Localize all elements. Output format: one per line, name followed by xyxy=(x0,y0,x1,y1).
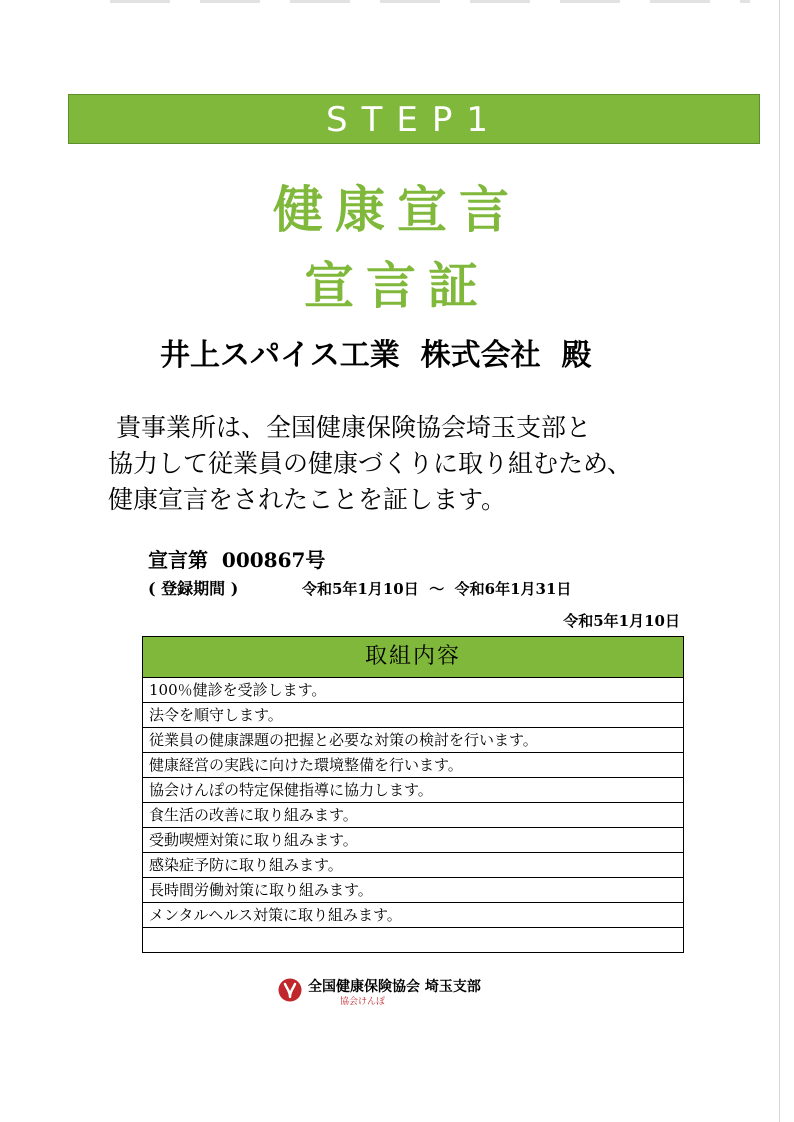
initiatives-list xyxy=(143,678,683,952)
list-item: 協会けんぽの特定保健指導に協力します。 xyxy=(143,778,683,803)
list-item: 長時間労働対策に取り組みます。 xyxy=(143,878,683,903)
declaration-number: 宣言第 000867号 xyxy=(148,548,326,572)
list-item xyxy=(143,928,683,952)
scan-edge xyxy=(779,0,780,1122)
list-item: 食生活の改善に取り組みます。 xyxy=(143,803,683,828)
certificate-statement xyxy=(108,410,748,518)
scan-artifact xyxy=(110,0,750,3)
list-item: 従業員の健康課題の把握と必要な対策の検討を行います。 xyxy=(143,728,683,753)
footer-organization xyxy=(278,976,538,1006)
list-item: 100％健診を受診します。 xyxy=(143,678,683,703)
statement-line-2: 協力して従業員の健康づくりに取り組むため、 xyxy=(108,449,633,478)
title-line-2: 宣言証 xyxy=(304,257,490,315)
organization-subname: 協会けんぽ xyxy=(340,997,386,1007)
list-item: 感染症予防に取り組みます。 xyxy=(143,853,683,878)
statement-line-3: 健康宣言をされたことを証します。 xyxy=(108,485,507,514)
kyokai-kenpo-logo-icon xyxy=(278,978,302,1002)
list-item: 法令を順守します。 xyxy=(143,703,683,728)
statement-line-1: 貴事業所は、全国健康保険協会埼玉支部と xyxy=(108,413,591,442)
list-item: メンタルヘルス対策に取り組みます。 xyxy=(143,903,683,928)
list-item: 受動喫煙対策に取り組みます。 xyxy=(143,828,683,853)
issue-date: 令和5年1月10日 xyxy=(563,612,680,630)
registration-period-label: ( 登録期間 ) xyxy=(148,579,239,598)
title-line-1: 健康宣言 xyxy=(273,181,521,239)
recipient-company: 井上スパイス工業 株式会社 殿 xyxy=(160,338,592,373)
initiatives-table xyxy=(142,636,684,953)
list-item: 健康経営の実践に向けた環境整備を行います。 xyxy=(143,753,683,778)
step-banner: STEP1 xyxy=(68,94,760,144)
organization-name: 全国健康保険協会 埼玉支部 xyxy=(308,979,481,995)
initiatives-header: 取組内容 xyxy=(143,637,683,678)
registration-period-value: 令和5年1月10日 ～ 令和6年1月31日 xyxy=(302,580,572,598)
